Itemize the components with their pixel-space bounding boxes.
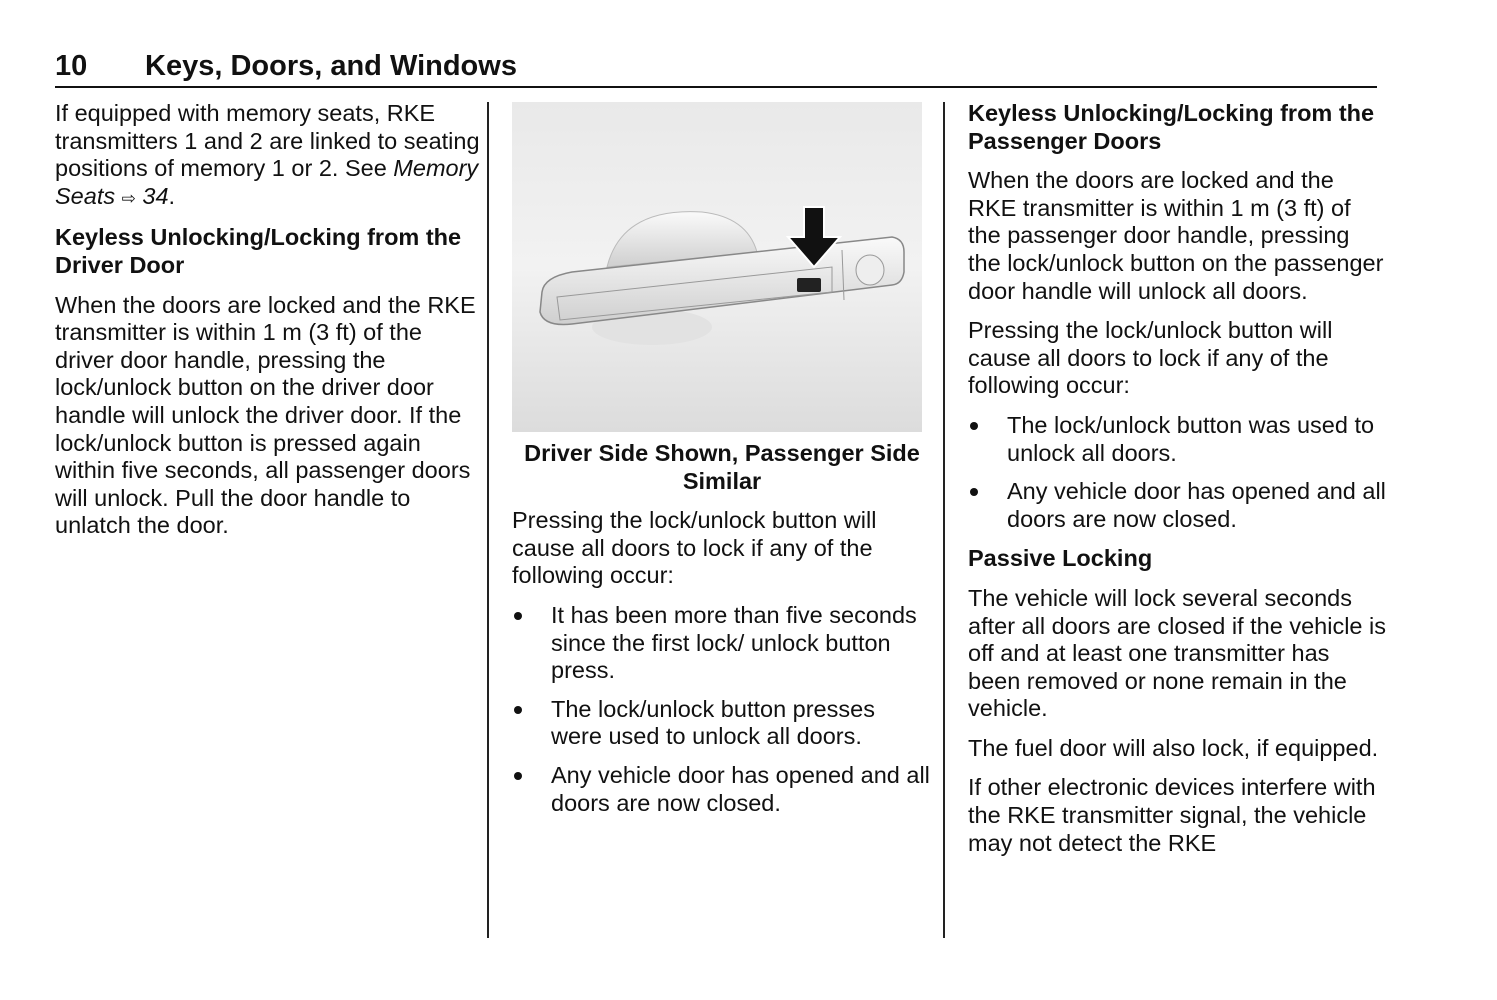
column-divider — [487, 102, 489, 938]
column-divider — [943, 102, 945, 938]
passenger-doors-paragraph: When the doors are locked and the RKE transmitter is within 1 m (3 ft) of the passenger door handle, pressing the lock/unlock button on the passenger door handle will unlock all doors. — [968, 167, 1384, 304]
list-item: The lock/unlock button was used to unlock all doors. — [968, 412, 1388, 467]
locking-conditions-list — [968, 412, 1388, 533]
list-item: Any vehicle door has opened and all doors are now closed. — [968, 478, 1388, 533]
cross-reference-arrow-icon: ⇨ — [121, 188, 136, 208]
passenger-doors-heading: Keyless Unlocking/Locking from the Passenger Doors — [968, 100, 1375, 154]
locking-conditions-paragraph: Pressing the lock/unlock button will cause all doors to lock if any of the following occur: — [512, 507, 877, 589]
driver-door-paragraph: When the doors are locked and the RKE transmitter is within 1 m (3 ft) of the driver door handle, pressing the lock/unlock button on the driver door handle will unlock the driver door. If the lock/unlock button is pressed again within five seconds, all passenger doors will unlock. Pull the door handle to unlatch the door. — [55, 291, 476, 539]
column-1 — [55, 100, 480, 552]
bullet-icon — [514, 612, 522, 620]
door-handle-illustration-icon — [512, 102, 922, 432]
list-item: The lock/unlock button presses were used to unlock all doors. — [512, 696, 932, 751]
column-2 — [512, 100, 932, 829]
list-item: Any vehicle door has opened and all doors are now closed. — [512, 762, 932, 817]
locking-conditions-list — [512, 602, 932, 817]
bullet-icon — [514, 706, 522, 714]
memory-seats-link[interactable]: Memory Seats — [55, 155, 479, 209]
fuel-door-paragraph: The fuel door will also lock, if equipped. — [968, 734, 1379, 761]
driver-door-heading: Keyless Unlocking/Locking from the Driver Door — [55, 224, 462, 278]
memory-seats-paragraph: If equipped with memory seats, RKE transmitters 1 and 2 are linked to seating positions of memory 1 or 2. See Memory Seats ⇨ 34. — [55, 100, 480, 209]
door-handle-figure — [512, 102, 922, 432]
list-item: It has been more than five seconds since the first lock/ unlock button press. — [512, 602, 932, 685]
locking-conditions-paragraph: Pressing the lock/unlock button will cause all doors to lock if any of the following occur: — [968, 317, 1333, 399]
page-reference[interactable]: 34 — [142, 182, 169, 209]
bullet-icon — [514, 772, 522, 780]
passive-locking-paragraph: The vehicle will lock several seconds after all doors are closed if the vehicle is off and at least one transmitter has been removed or none remain in the vehicle. — [968, 584, 1386, 722]
interference-paragraph: If other electronic devices interfere with the RKE transmitter signal, the vehicle may not detect the RKE — [968, 774, 1376, 856]
column-3 — [968, 100, 1388, 869]
bullet-icon — [970, 488, 978, 496]
section-title: Keys, Doors, and Windows — [145, 50, 517, 82]
figure-caption: Driver Side Shown, Passenger Side Similar — [524, 440, 920, 494]
page-number: 10 — [55, 50, 88, 82]
passive-locking-heading: Passive Locking — [968, 545, 1153, 572]
bullet-icon — [970, 422, 978, 430]
page-header — [55, 48, 1377, 88]
